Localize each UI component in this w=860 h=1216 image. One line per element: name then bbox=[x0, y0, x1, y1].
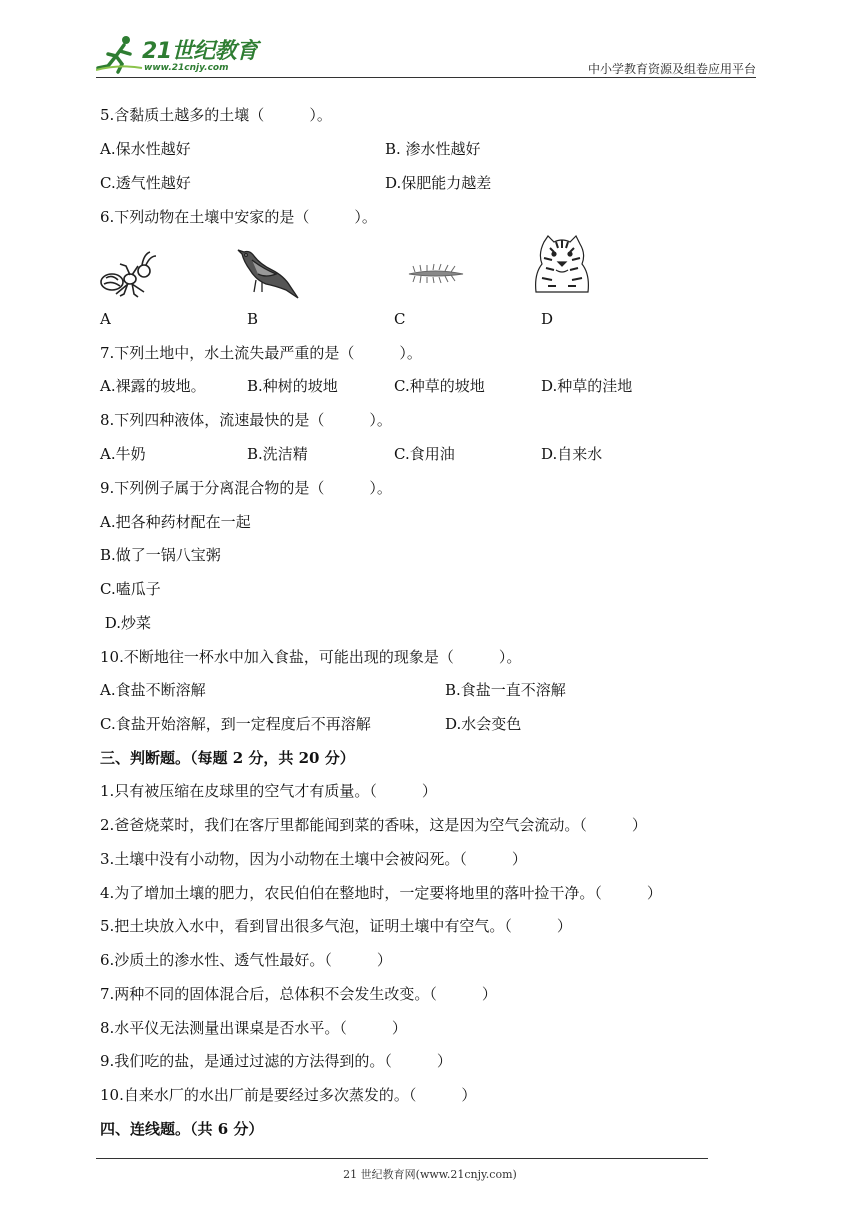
q9-option-b: B.做了一锅八宝粥 bbox=[100, 546, 221, 564]
q7-option-c: C.种草的坡地 bbox=[394, 377, 485, 395]
q7-option-a: A.裸露的坡地。 bbox=[100, 377, 206, 395]
judge-item-5: 5.把土块放入水中，看到冒出很多气泡，证明土壤中有空气。（ ） bbox=[100, 917, 572, 935]
q10-option-d: D.水会变色 bbox=[445, 715, 522, 733]
q10-stem: 10.不断地往一杯水中加入食盐，可能出现的现象是（ ）。 bbox=[100, 648, 522, 666]
q7-stem: 7.下列土地中，水土流失最严重的是（ ）。 bbox=[100, 344, 422, 362]
runner-logo-icon bbox=[96, 34, 144, 74]
platform-name: 中小学教育资源及组卷应用平台 bbox=[587, 62, 756, 76]
q6-label-a: A bbox=[100, 310, 111, 328]
logo-url: www.21cnjy.com bbox=[144, 63, 229, 73]
section4-title: 四、连线题。（共 6 分） bbox=[100, 1120, 264, 1138]
q8-option-b: B.洗洁精 bbox=[247, 445, 308, 463]
judge-item-7: 7.两种不同的固体混合后，总体积不会发生改变。（ ） bbox=[100, 985, 497, 1003]
q10-option-a: A.食盐不断溶解 bbox=[100, 681, 206, 699]
footer-divider bbox=[96, 1158, 708, 1159]
judge-item-6: 6.沙质土的渗水性、透气性最好。（ ） bbox=[100, 951, 392, 969]
header-divider bbox=[96, 77, 756, 78]
q10-option-b: B.食盐一直不溶解 bbox=[445, 681, 566, 699]
judge-item-8: 8.水平仪无法测量出课桌是否水平。（ ） bbox=[100, 1019, 407, 1037]
q6-stem: 6.下列动物在土壤中安家的是（ ）。 bbox=[100, 208, 377, 226]
q6-label-d: D bbox=[541, 310, 554, 328]
q8-stem: 8.下列四种液体，流速最快的是（ ）。 bbox=[100, 411, 392, 429]
logo-text: 21世纪教育 bbox=[142, 39, 258, 64]
judge-item-2: 2.爸爸烧菜时，我们在客厅里都能闻到菜的香味，这是因为空气会流动。（ ） bbox=[100, 816, 647, 834]
q9-option-c: C.嗑瓜子 bbox=[100, 580, 161, 598]
logo bbox=[96, 34, 266, 74]
page-header bbox=[96, 30, 756, 78]
q9-stem: 9.下列例子属于分离混合物的是（ ）。 bbox=[100, 479, 392, 497]
judge-item-9: 9.我们吃的盐，是通过过滤的方法得到的。（ ） bbox=[100, 1052, 452, 1070]
judge-item-1: 1.只有被压缩在皮球里的空气才有质量。（ ） bbox=[100, 782, 437, 800]
judge-item-3: 3.土壤中没有小动物，因为小动物在土壤中会被闷死。（ ） bbox=[100, 850, 527, 868]
q6-label-b: B bbox=[247, 310, 259, 328]
q9-option-a: A.把各种药材配在一起 bbox=[100, 513, 251, 531]
q5-stem: 5.含黏质土越多的土壤（ ）。 bbox=[100, 106, 332, 124]
judge-item-4: 4.为了增加土壤的肥力，农民伯伯在整地时，一定要将地里的落叶捡干净。（ ） bbox=[100, 884, 662, 902]
q7-option-b: B.种树的坡地 bbox=[247, 377, 338, 395]
ant-icon bbox=[98, 250, 160, 300]
tiger-icon bbox=[534, 234, 590, 294]
q7-option-d: D.种草的洼地 bbox=[541, 377, 633, 395]
q5-option-d: D.保肥能力越差 bbox=[385, 174, 492, 192]
q5-option-a: A.保水性越好 bbox=[100, 140, 191, 158]
q8-option-c: C.食用油 bbox=[394, 445, 455, 463]
q8-option-d: D.自来水 bbox=[541, 445, 603, 463]
footer-text: 21 世纪教育网(www.21cnjy.com) bbox=[343, 1168, 517, 1181]
q5-option-b: B. 渗水性越好 bbox=[385, 140, 481, 158]
q9-option-d: D.炒菜 bbox=[100, 614, 152, 632]
judge-item-10: 10.自来水厂的水出厂前是要经过多次蒸发的。（ ） bbox=[100, 1086, 477, 1104]
q5-option-c: C.透气性越好 bbox=[100, 174, 191, 192]
q8-option-a: A.牛奶 bbox=[100, 445, 146, 463]
centipede-icon bbox=[405, 262, 467, 286]
bird-icon bbox=[236, 246, 302, 302]
q10-option-c: C.食盐开始溶解，到一定程度后不再溶解 bbox=[100, 715, 371, 733]
q6-label-c: C bbox=[394, 310, 406, 328]
section3-title: 三、判断题。（每题 2 分，共 20 分） bbox=[100, 749, 355, 767]
